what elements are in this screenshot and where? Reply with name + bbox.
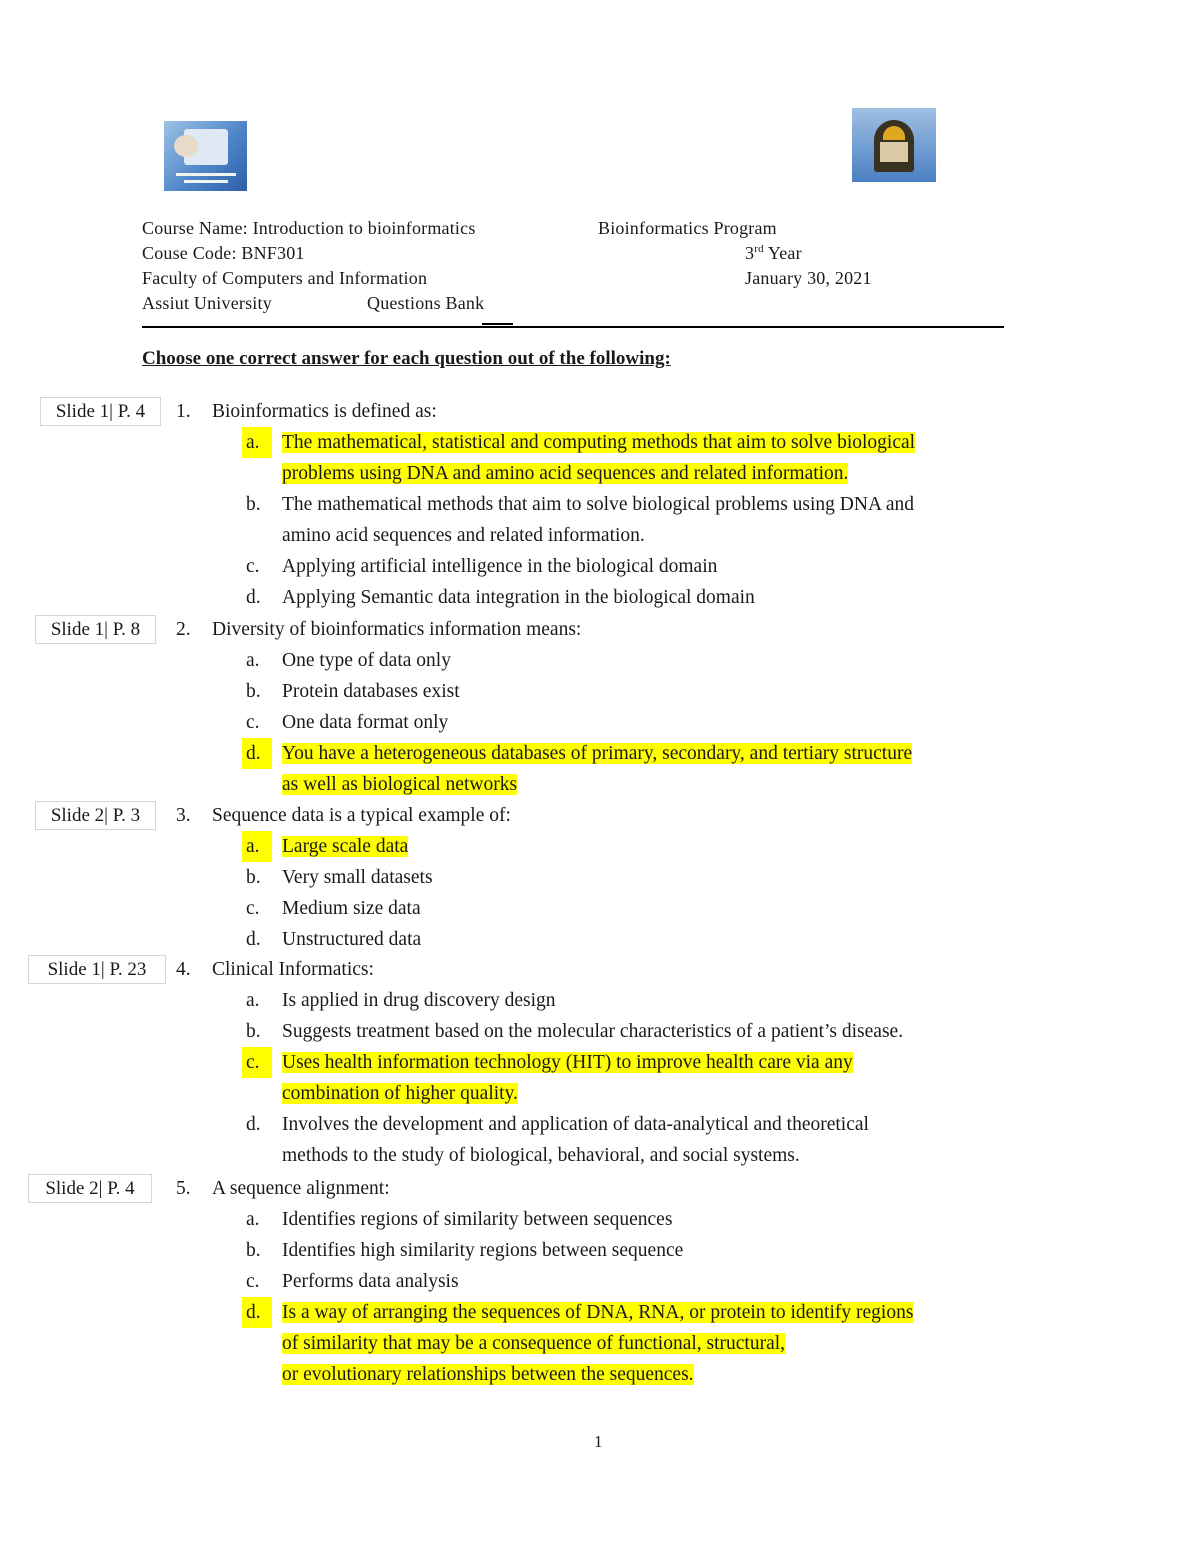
option-text	[282, 1047, 853, 1078]
answer-line: Identifies high similarity regions between sequence	[282, 1240, 684, 1261]
highlighted-answer-line: combination of higher quality.	[282, 1083, 518, 1104]
option-text	[282, 924, 421, 955]
highlighted-answer-line: problems using DNA and amino acid sequences and related information.	[282, 463, 849, 484]
option-text	[282, 1359, 694, 1390]
option-letter: b.	[246, 867, 261, 888]
instruction-heading: Choose one correct answer for each question out of the following:	[142, 348, 671, 369]
option-letter: d.	[246, 587, 261, 608]
option-letter: a.	[246, 650, 260, 671]
option-text	[282, 707, 448, 738]
option-text	[282, 1328, 785, 1359]
option-letter: b.	[246, 1021, 261, 1042]
answer-line: amino acid sequences and related information.	[282, 525, 645, 546]
study-year: 3rd Year	[745, 243, 802, 263]
option-letter: c.	[246, 712, 260, 733]
header-short-rule	[482, 323, 513, 325]
slide-reference: Slide 1| P. 23	[28, 955, 166, 984]
header-divider	[142, 326, 1004, 328]
option-letter: c.	[246, 898, 260, 919]
answer-line: Identifies regions of similarity between sequences	[282, 1209, 673, 1230]
slide-reference: Slide 2| P. 4	[28, 1174, 152, 1203]
highlighted-answer-line: Large scale data	[282, 836, 409, 857]
document-date: January 30, 2021	[745, 268, 872, 288]
answer-line: Protein databases exist	[282, 681, 460, 702]
option-text	[282, 1266, 459, 1297]
question-number: 1.	[176, 401, 191, 422]
question-text: Sequence data is a typical example of:	[212, 805, 511, 826]
option-letter: b.	[246, 681, 261, 702]
faculty-name: Faculty of Computers and Information	[142, 268, 428, 288]
option-letter: a.	[242, 831, 272, 862]
option-letter: d.	[242, 738, 272, 769]
option-letter: a.	[246, 1209, 260, 1230]
answer-line: One data format only	[282, 712, 449, 733]
option-letter: b.	[246, 494, 261, 515]
option-text	[282, 893, 421, 924]
answer-line: Is applied in drug discovery design	[282, 990, 556, 1011]
option-letter: c.	[246, 1271, 260, 1292]
option-text	[282, 489, 914, 520]
option-text	[282, 769, 517, 800]
answer-line: methods to the study of biological, behavioral, and social systems.	[282, 1145, 800, 1166]
faculty-logo	[164, 121, 247, 191]
highlighted-answer-line: Uses health information technology (HIT) to improve health care via any	[282, 1052, 853, 1073]
option-letter: b.	[246, 1240, 261, 1261]
question-number: 5.	[176, 1178, 191, 1199]
option-text	[282, 985, 556, 1016]
highlighted-answer-line: The mathematical, statistical and computing methods that aim to solve biological	[282, 432, 916, 453]
document-type: Questions Bank	[367, 293, 485, 313]
option-text	[282, 1297, 913, 1328]
page-number: 1	[594, 1432, 603, 1451]
answer-line: Involves the development and application of data-analytical and theoretical	[282, 1114, 869, 1135]
answer-line: One type of data only	[282, 650, 451, 671]
option-text	[282, 582, 755, 613]
option-text	[282, 1204, 672, 1235]
option-text	[282, 427, 915, 458]
highlighted-answer-line: or evolutionary relationships between the sequences.	[282, 1364, 694, 1385]
question-text: A sequence alignment:	[212, 1178, 390, 1199]
option-letter: c.	[242, 1047, 272, 1078]
option-letter: c.	[246, 556, 260, 577]
answer-line: Performs data analysis	[282, 1271, 459, 1292]
highlighted-answer-line: as well as biological networks	[282, 774, 518, 795]
question-text: Clinical Informatics:	[212, 959, 374, 980]
option-text	[282, 1140, 800, 1171]
option-text	[282, 551, 717, 582]
question-text: Diversity of bioinformatics information means:	[212, 619, 582, 640]
answer-line: Suggests treatment based on the molecular characteristics of a patient’s disease.	[282, 1021, 904, 1042]
question-text: Bioinformatics is defined as:	[212, 401, 437, 422]
option-letter: d.	[242, 1297, 272, 1328]
option-text	[282, 1235, 683, 1266]
option-text	[282, 1078, 518, 1109]
option-letter: d.	[246, 1114, 261, 1135]
answer-line: Applying Semantic data integration in the biological domain	[282, 587, 755, 608]
answer-line: Unstructured data	[282, 929, 422, 950]
option-text	[282, 1016, 903, 1047]
highlighted-answer-line: Is a way of arranging the sequences of DNA, RNA, or protein to identify regions	[282, 1302, 914, 1323]
slide-reference: Slide 2| P. 3	[35, 801, 156, 830]
university-logo	[852, 108, 936, 182]
course-code: Couse Code: BNF301	[142, 243, 305, 263]
option-letter: d.	[246, 929, 261, 950]
highlighted-answer-line: You have a heterogeneous databases of primary, secondary, and tertiary structure	[282, 743, 913, 764]
slide-reference: Slide 1| P. 4	[40, 397, 161, 426]
question-number: 4.	[176, 959, 191, 980]
option-text	[282, 458, 848, 489]
slide-reference: Slide 1| P. 8	[35, 615, 156, 644]
option-text	[282, 520, 645, 551]
option-letter: a.	[246, 990, 260, 1011]
answer-line: The mathematical methods that aim to solve biological problems using DNA and	[282, 494, 914, 515]
course-name: Course Name: Introduction to bioinformatics	[142, 218, 476, 238]
question-number: 3.	[176, 805, 191, 826]
program-name: Bioinformatics Program	[598, 218, 777, 238]
option-text	[282, 831, 408, 862]
university-name: Assiut University	[142, 293, 272, 313]
option-letter: a.	[242, 427, 272, 458]
highlighted-answer-line: of similarity that may be a consequence of functional, structural,	[282, 1333, 786, 1354]
option-text	[282, 645, 451, 676]
answer-line: Very small datasets	[282, 867, 433, 888]
option-text	[282, 1109, 869, 1140]
answer-line: Medium size data	[282, 898, 421, 919]
option-text	[282, 676, 460, 707]
option-text	[282, 862, 433, 893]
answer-line: Applying artificial intelligence in the biological domain	[282, 556, 718, 577]
question-number: 2.	[176, 619, 191, 640]
option-text	[282, 738, 912, 769]
